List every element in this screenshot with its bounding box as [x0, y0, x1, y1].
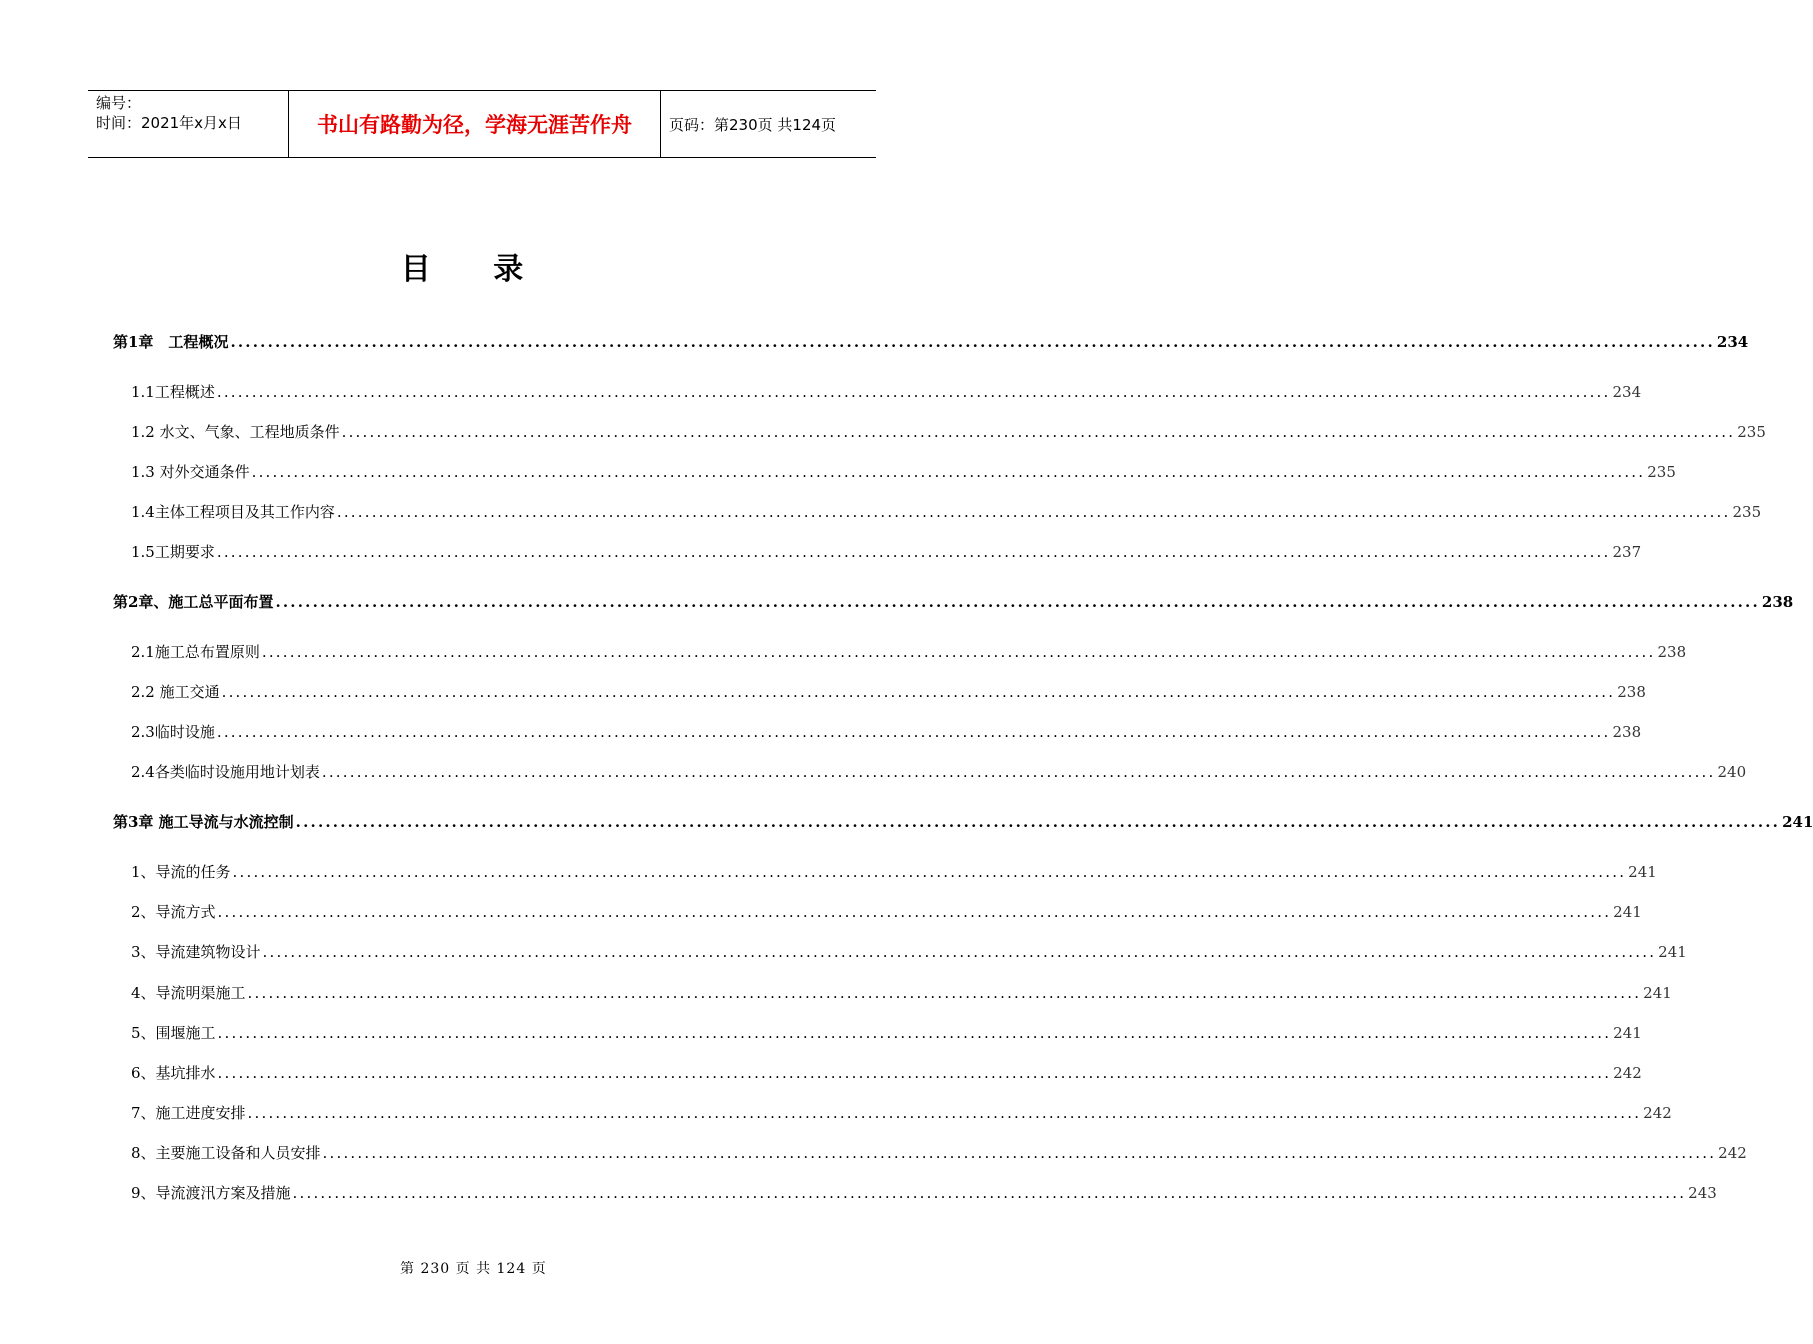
toc-entry-page: 237	[1612, 543, 1642, 561]
toc-leader-dots: ........................................................................................................................................................................................................	[321, 763, 1716, 781]
toc-chapter-entry[interactable]	[113, 591, 1794, 613]
toc-leader-dots: ........................................................................................................................................................................................................	[295, 813, 1781, 831]
toc-entry-page: 243	[1688, 1184, 1717, 1202]
header-motto-cell	[288, 91, 661, 157]
toc-section-entry[interactable]	[131, 1022, 1642, 1044]
toc-entry-label: 2.2 施工交通	[131, 683, 220, 701]
toc-entry-page: 241	[1613, 1024, 1642, 1042]
page-footer	[0, 1258, 950, 1278]
toc-entry-label: 6、基坑排水	[131, 1064, 216, 1082]
toc-entry-label: 1.4主体工程项目及其工作内容	[131, 503, 335, 521]
toc-entry-label: 1、导流的任务	[131, 863, 231, 881]
toc-section-entry[interactable]	[131, 501, 1762, 523]
toc-entry-page: 242	[1718, 1144, 1747, 1162]
toc-entry-label: 3、导流建筑物设计	[131, 943, 261, 961]
toc-entry-page: 235	[1737, 423, 1766, 441]
toc-chapter-entry[interactable]	[113, 331, 1749, 353]
toc-leader-dots: ........................................................................................................................................................................................................	[341, 423, 1736, 441]
toc-entry-page: 242	[1613, 1064, 1642, 1082]
toc-leader-dots: ........................................................................................................................................................................................................	[216, 543, 1611, 561]
toc-leader-dots: ........................................................................................................................................................................................................	[221, 683, 1616, 701]
footer-page-number: 第 230 页 共 124 页	[400, 1261, 547, 1277]
toc-leader-dots: ........................................................................................................................................................................................................	[217, 903, 1612, 921]
toc-leader-dots: ........................................................................................................................................................................................................	[322, 1144, 1717, 1162]
toc-section-entry[interactable]	[131, 721, 1642, 743]
page-header	[88, 90, 876, 158]
toc-leader-dots: ........................................................................................................................................................................................................	[247, 1104, 1642, 1122]
toc-section-entry[interactable]	[131, 461, 1676, 483]
toc-leader-dots: ........................................................................................................................................................................................................	[262, 943, 1657, 961]
toc-entry-label: 7、施工进度安排	[131, 1104, 246, 1122]
toc-section-entry[interactable]	[131, 1182, 1717, 1204]
header-page-info: 页码：第230页 共124页	[669, 115, 837, 134]
toc-entry-label: 9、导流渡汛方案及措施	[131, 1184, 291, 1202]
toc-entry-label: 1.3 对外交通条件	[131, 463, 250, 481]
toc-section-entry[interactable]	[131, 541, 1642, 563]
header-motto: 书山有路勤为径，学海无涯苦作舟	[317, 112, 632, 137]
toc-section-entry[interactable]	[131, 1102, 1672, 1124]
toc-leader-dots: ........................................................................................................................................................................................................	[216, 383, 1611, 401]
toc-leader-dots: ........................................................................................................................................................................................................	[230, 333, 1715, 351]
toc-leader-dots: ........................................................................................................................................................................................................	[292, 1184, 1687, 1202]
toc-entry-label: 5、围堰施工	[131, 1024, 216, 1042]
toc-entry-label: 2.4各类临时设施用地计划表	[131, 763, 320, 781]
toc-entry-label: 2.1施工总布置原则	[131, 643, 260, 661]
toc-section-entry[interactable]	[131, 982, 1672, 1004]
toc-entry-label: 2.3临时设施	[131, 723, 215, 741]
toc-entry-page: 238	[1761, 593, 1794, 611]
toc-entry-page: 241	[1782, 813, 1813, 831]
toc-entry-page: 242	[1643, 1104, 1672, 1122]
toc-entry-page: 234	[1612, 383, 1642, 401]
toc-section-entry[interactable]	[131, 761, 1747, 783]
toc-entry-label: 8、主要施工设备和人员安排	[131, 1144, 321, 1162]
toc-section-entry[interactable]	[131, 901, 1642, 923]
toc-entry-label: 1.1工程概述	[131, 383, 215, 401]
toc-leader-dots: ........................................................................................................................................................................................................	[217, 1024, 1612, 1042]
toc-section-entry[interactable]	[131, 381, 1642, 403]
toc-leader-dots: ........................................................................................................................................................................................................	[336, 503, 1731, 521]
toc-entry-label: 1.2 水文、气象、工程地质条件	[131, 423, 340, 441]
toc-entry-page: 238	[1612, 723, 1642, 741]
header-meta	[88, 91, 288, 157]
toc-section-entry[interactable]	[131, 1142, 1747, 1164]
toc-leader-dots: ........................................................................................................................................................................................................	[232, 863, 1627, 881]
toc-entry-label: 第1章 工程概况	[113, 333, 229, 351]
toc-entry-page: 241	[1613, 903, 1642, 921]
toc-entry-page: 238	[1657, 643, 1687, 661]
toc-entry-label: 第3章 施工导流与水流控制	[113, 813, 294, 831]
document-number-label: 编号：	[96, 94, 142, 112]
toc-leader-dots: ........................................................................................................................................................................................................	[261, 643, 1656, 661]
toc-entry-page: 241	[1628, 863, 1657, 881]
toc-section-entry[interactable]	[131, 861, 1657, 883]
toc-section-entry[interactable]	[131, 941, 1687, 963]
toc-entry-page: 235	[1647, 463, 1676, 481]
document-time-label: 时间：2021年x月x日	[96, 114, 242, 132]
toc-leader-dots: ........................................................................................................................................................................................................	[247, 984, 1642, 1002]
toc-leader-dots: ........................................................................................................................................................................................................	[251, 463, 1646, 481]
toc-leader-dots: ........................................................................................................................................................................................................	[275, 593, 1760, 611]
toc-entry-page: 234	[1716, 333, 1749, 351]
toc-entry-label: 1.5工期要求	[131, 543, 215, 561]
toc-entry-page: 235	[1732, 503, 1762, 521]
toc-leader-dots: ........................................................................................................................................................................................................	[216, 723, 1611, 741]
toc-entry-page: 238	[1617, 683, 1646, 701]
toc-leader-dots: ........................................................................................................................................................................................................	[217, 1064, 1612, 1082]
toc-title: 目 录	[400, 252, 550, 287]
toc-section-entry[interactable]	[131, 421, 1766, 443]
toc-entry-label: 4、导流明渠施工	[131, 984, 246, 1002]
toc-section-entry[interactable]	[131, 681, 1646, 703]
toc-section-entry[interactable]	[131, 1062, 1642, 1084]
toc-entry-label: 第2章、施工总平面布置	[113, 593, 274, 611]
toc-entry-page: 241	[1643, 984, 1672, 1002]
toc-entry-page: 240	[1717, 763, 1747, 781]
toc-entry-label: 2、导流方式	[131, 903, 216, 921]
toc-entry-page: 241	[1658, 943, 1687, 961]
toc-chapter-entry[interactable]	[113, 811, 1813, 833]
toc-section-entry[interactable]	[131, 641, 1687, 663]
